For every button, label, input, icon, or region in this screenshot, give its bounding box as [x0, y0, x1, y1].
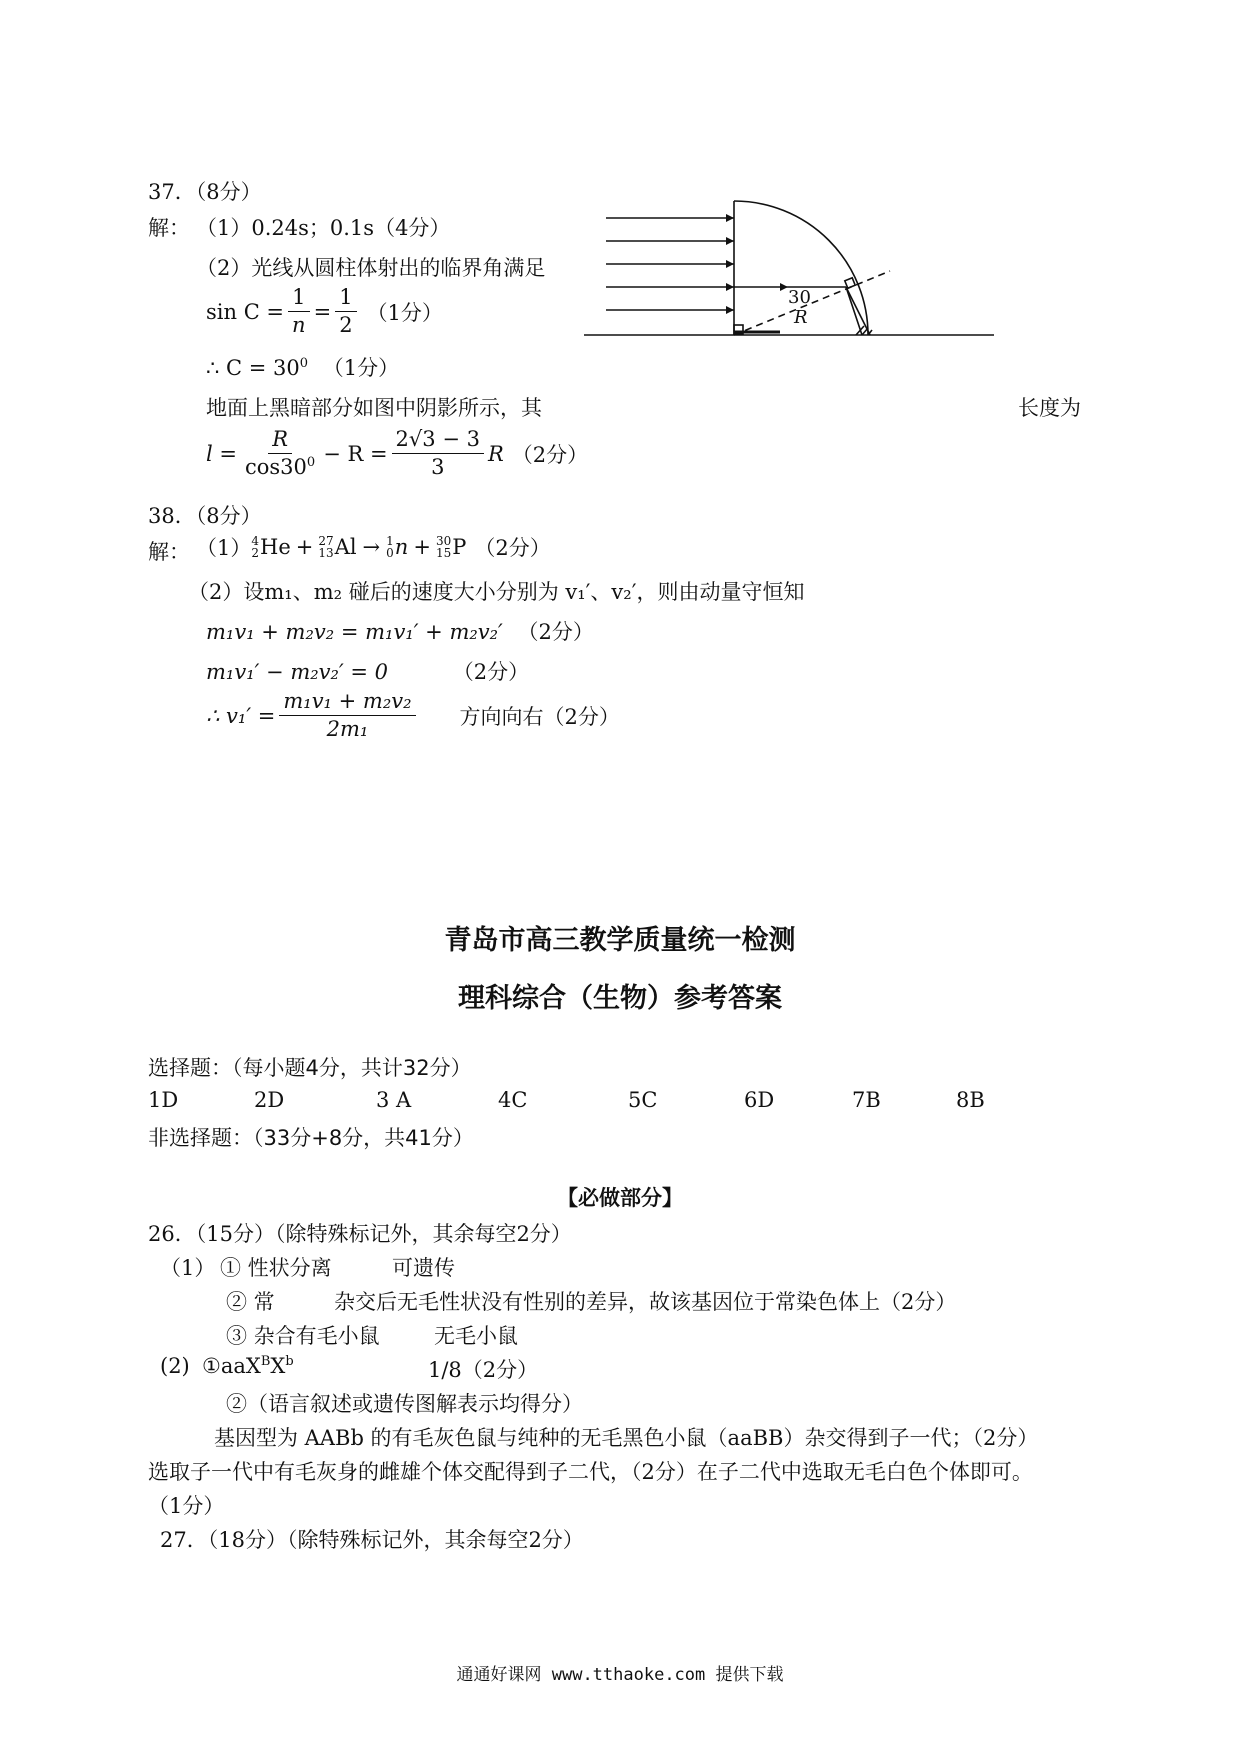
q38-header: 38．（8分）	[148, 504, 262, 528]
c-result-text: ∴ C = 30	[206, 356, 300, 380]
q26-2-para3: （1分）	[148, 1494, 225, 1518]
velocity-fraction	[279, 690, 415, 741]
q26-1-3b: 无毛小鼠	[434, 1324, 518, 1348]
q37-part1: （1）0.24s；0.1s（4分）	[196, 216, 451, 240]
q26-1-3: ③ 杂合有毛小鼠	[226, 1324, 380, 1348]
l-lhs: l =	[206, 441, 237, 466]
q26-2-para1: 基因型为 AABb 的有毛灰色鼠与纯种的无毛黑色小鼠（aaBB）杂交得到子一代；（2分）	[214, 1426, 1039, 1450]
q37-header: 37．（8分）	[148, 180, 262, 204]
q26-2-label: (2)	[160, 1354, 190, 1378]
mass-number: 27	[318, 534, 334, 548]
q26-1-1b: 可遗传	[392, 1256, 455, 1280]
angle-label: 30	[788, 287, 811, 308]
atomic-number: 13	[318, 546, 334, 560]
element-symbol: n	[394, 535, 409, 559]
q27-header: 27．（18分）（除特殊标记外，其余每空2分）	[160, 1528, 584, 1552]
frac-den: n	[292, 313, 306, 338]
q37-solution-label: 解：	[148, 216, 190, 240]
frac-num: R	[268, 428, 292, 454]
arrow-head	[726, 237, 734, 245]
nonchoice-header: 非选择题：（33分+8分，共41分）	[148, 1126, 474, 1150]
element-symbol: Al	[334, 535, 357, 559]
bio-title-1: 青岛市高三教学质量统一检测	[444, 925, 796, 956]
frac-den: 2m₁	[326, 717, 369, 742]
equation-lhs: ∴ v₁′ =	[206, 703, 276, 728]
degree-mark: 0	[299, 356, 309, 371]
choice-answer: 7B	[852, 1088, 881, 1112]
radius-label: R	[794, 307, 808, 328]
choice-answer: 6D	[744, 1088, 775, 1112]
q37-optics-diagram	[580, 195, 1000, 345]
choice-answer: 1D	[148, 1088, 179, 1112]
arrow-head	[726, 260, 734, 268]
q38-eq2	[206, 656, 529, 686]
q37-c-result	[206, 352, 399, 382]
choice-answer: 3 A	[376, 1088, 412, 1112]
q38-eq1	[206, 616, 594, 646]
nuclide-al	[318, 535, 356, 559]
nuclide-p	[436, 535, 466, 559]
genotype-sup: b	[285, 1354, 294, 1369]
nuclide-n	[386, 535, 408, 559]
part-label: （1）	[196, 536, 252, 560]
q37-dark-text: 地面上黑暗部分如图中阴影所示，其	[206, 396, 542, 420]
l-tail: R	[487, 441, 504, 466]
page-footer: 通通好课网 www.tthaoke.com 提供下载	[456, 1665, 784, 1685]
genotype-text: X	[270, 1354, 286, 1378]
q26-2-1	[202, 1354, 294, 1378]
q38-nuclear-equation	[196, 532, 551, 562]
fraction-2sqrt3	[392, 428, 484, 479]
score: （2分）	[511, 442, 589, 467]
equation-text: m₁v₁ + m₂v₂ = m₁v₁′ + m₂v₂′	[206, 620, 503, 644]
q26-2-para2: 选取子一代中有毛灰身的雌雄个体交配得到子二代，（2分）在子二代中选取无毛白色个体即可。	[148, 1460, 1033, 1484]
choice-answer: 4C	[498, 1088, 528, 1112]
score: （2分）	[474, 536, 551, 560]
atomic-number: 0	[386, 546, 394, 560]
q26-1-1: ① 性状分离	[220, 1256, 332, 1280]
mass-number: 1	[386, 534, 394, 548]
score: （2分）	[452, 660, 530, 684]
refracted-ray	[846, 287, 862, 335]
atomic-number: 2	[251, 546, 260, 560]
q38-solution-label: 解：	[148, 540, 190, 564]
genotype-sup: B	[260, 1354, 271, 1369]
mass-number: 30	[435, 534, 452, 548]
shadow-hatch	[862, 328, 868, 335]
q37-part2: （2）光线从圆柱体射出的临界角满足	[196, 256, 546, 280]
sin-lhs: sin C =	[206, 299, 285, 324]
fraction-r-over-cos30	[241, 428, 319, 479]
q37-length-text: 长度为	[1018, 396, 1081, 420]
frac-den: 3	[431, 455, 445, 480]
normal-mark	[845, 278, 855, 288]
l-mid: − R =	[323, 441, 388, 466]
mass-number: 4	[251, 534, 260, 548]
q38-part2: （2）设m₁、m₂ 碰后的速度大小分别为 v₁′、v₂′，则由动量守恒知	[188, 580, 805, 604]
element-symbol: He	[260, 535, 291, 559]
score: （1分）	[366, 300, 443, 325]
genotype-text: ①aaX	[202, 1354, 261, 1378]
choice-answer: 8B	[956, 1088, 985, 1112]
score: （2分）	[517, 620, 594, 644]
q38-eq3	[206, 690, 620, 741]
fraction-1-over-2	[335, 286, 356, 337]
q26-1-label: （1）	[160, 1256, 216, 1280]
frac-num: 2√3 − 3	[392, 428, 484, 454]
radius-dashed	[734, 271, 890, 335]
q37-length-equation	[206, 428, 588, 479]
score: （1分）	[322, 356, 400, 380]
choice-header: 选择题：（每小题4分，共计32分）	[148, 1056, 472, 1080]
nuclide-he	[251, 535, 290, 559]
plus-sign: +	[413, 535, 431, 559]
choice-answer: 2D	[254, 1088, 285, 1112]
eq-sign: =	[313, 299, 332, 324]
arrow-head	[726, 283, 734, 291]
choice-answer: 5C	[628, 1088, 658, 1112]
frac-num: m₁v₁ + m₂v₂	[279, 690, 415, 716]
frac-den	[241, 454, 319, 479]
bio-title-2: 理科综合（生物）参考答案	[458, 983, 782, 1014]
q26-1-2: ② 常	[226, 1290, 275, 1314]
frac-den: 2	[339, 313, 353, 338]
degree-mark: 0	[306, 455, 316, 471]
plus-sign: +	[295, 535, 314, 559]
direction-text: 方向向右（2分）	[459, 704, 620, 729]
q26-2-1b: 1/8（2分）	[428, 1358, 539, 1382]
q37-sin-equation	[206, 286, 443, 337]
atomic-number: 15	[435, 546, 452, 560]
equation-text: m₁v₁′ − m₂v₂′ = 0	[206, 660, 389, 684]
arrow-head	[726, 306, 734, 314]
reaction-arrow: →	[362, 535, 381, 559]
q26-1-2b: 杂交后无毛性状没有性别的差异，故该基因位于常染色体上（2分）	[334, 1290, 957, 1314]
element-symbol: P	[452, 535, 467, 559]
arrow-head	[780, 283, 788, 291]
arrow-head	[726, 214, 734, 222]
q26-header: 26．（15分）（除特殊标记外，其余每空2分）	[148, 1222, 572, 1246]
fraction-1-over-n	[288, 286, 310, 337]
cos-text: cos30	[245, 455, 307, 480]
frac-num: 1	[288, 286, 309, 312]
section-title: 【必做部分】	[557, 1186, 683, 1210]
q26-2-2: ②（语言叙述或遗传图解表示均得分）	[226, 1392, 583, 1416]
frac-num: 1	[335, 286, 356, 312]
